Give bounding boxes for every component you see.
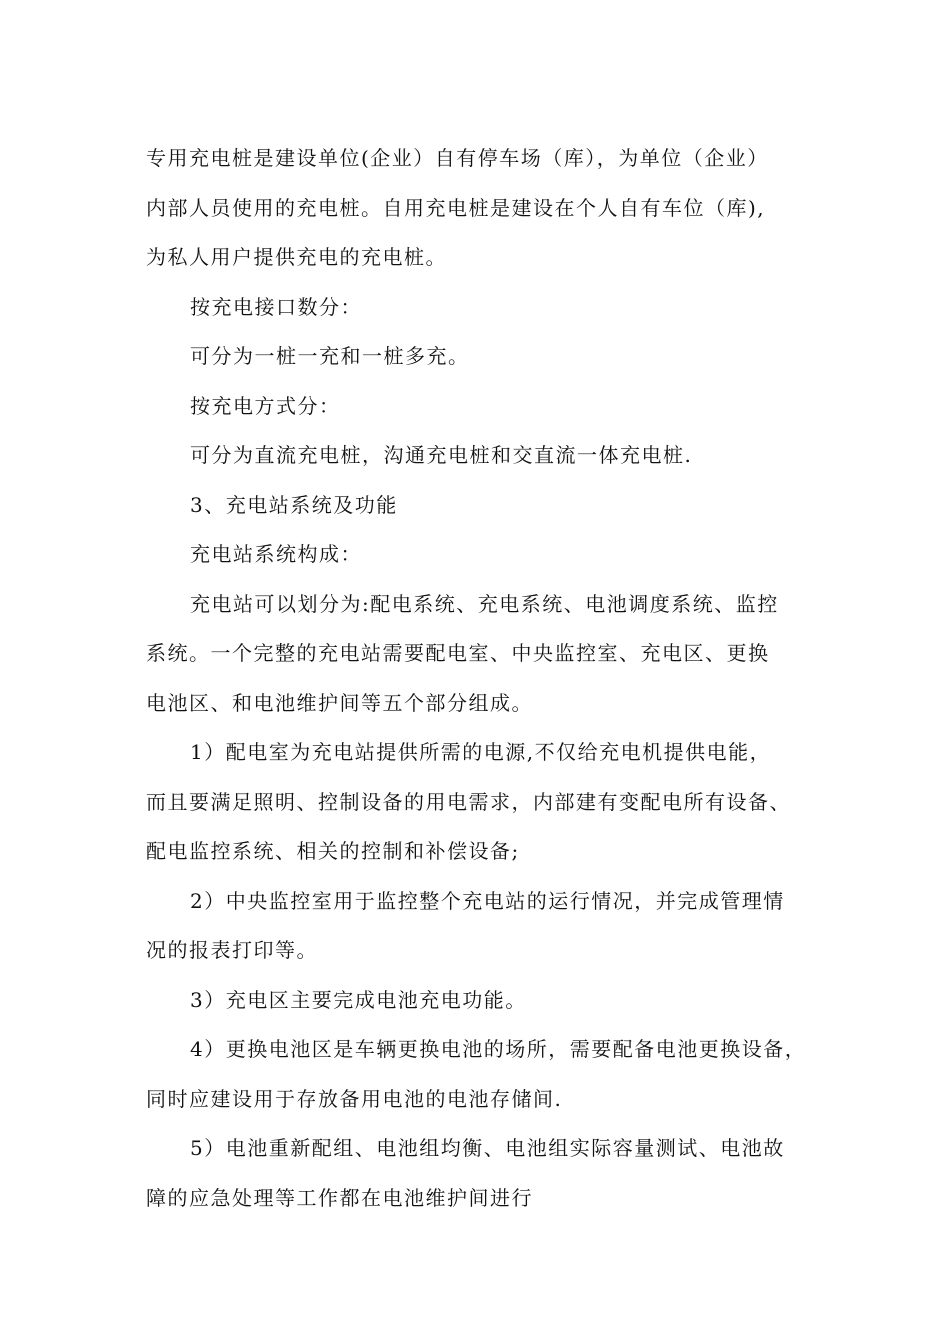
text-line: 3）充电区主要完成电池充电功能。 xyxy=(190,987,527,1012)
text-line: 充电站系统构成： xyxy=(190,542,362,566)
paragraph-item-3 xyxy=(146,976,816,1026)
text-line: 而且要满足照明、控制设备的用电需求，内部建有变配电所有设备、 xyxy=(146,789,791,814)
text-line: 5）电池重新配组、电池组均衡、电池组实际容量测试、电池故 xyxy=(190,1136,785,1160)
text-line: 4）更换电池区是车辆更换电池的场所，需要配备电池更换设备， xyxy=(190,1037,807,1061)
section-heading: 3、充电站系统及功能 xyxy=(190,492,398,517)
body-text xyxy=(146,134,816,1223)
paragraph-by-method-body xyxy=(146,431,816,481)
text-line: 障的应急处理等工作都在电池维护间进行 xyxy=(146,1185,533,1210)
text-line: 同时应建设用于存放备用电池的电池存储间. xyxy=(146,1086,563,1111)
paragraph-by-interface-heading xyxy=(146,283,816,333)
text-line: 按充电方式分： xyxy=(190,393,341,418)
text-line: 可分为直流充电桩，沟通充电桩和交直流一体充电桩. xyxy=(190,443,693,467)
text-line: 专用充电桩是建设单位(企业）自有停车场（库），为单位（企业） xyxy=(146,146,769,170)
text-line: 电池区、和电池维护间等五个部分组成。 xyxy=(146,690,533,715)
text-line: 内部人员使用的充电桩。自用充电桩是建设在个人自有车位（库), xyxy=(146,195,766,220)
text-line: 按充电接口数分： xyxy=(190,294,362,319)
paragraph-by-method-heading xyxy=(146,382,816,432)
text-line: 况的报表打印等。 xyxy=(146,938,318,962)
text-line: 充电站可以划分为:配电系统、充电系统、电池调度系统、监控 xyxy=(190,591,779,616)
text-line: 配电监控系统、相关的控制和补偿设备; xyxy=(146,839,520,863)
paragraph-by-interface-body xyxy=(146,332,816,382)
paragraph-item-4 xyxy=(146,1025,816,1124)
paragraph-item-1 xyxy=(146,728,816,877)
paragraph-system-composition-body xyxy=(146,580,816,729)
text-line: 可分为一桩一充和一桩多充。 xyxy=(190,344,470,368)
paragraph-system-composition-heading xyxy=(146,530,816,580)
section-heading-charging-station xyxy=(146,481,816,531)
paragraph-item-5 xyxy=(146,1124,816,1223)
text-line: 1）配电室为充电站提供所需的电源,不仅给充电机提供电能， xyxy=(190,740,772,764)
paragraph-dedicated-charging-pile xyxy=(146,134,816,283)
text-line: 系统。一个完整的充电站需要配电室、中央监控室、充电区、更换 xyxy=(146,641,770,665)
text-line: 2）中央监控室用于监控整个充电站的运行情况，并完成管理情 xyxy=(190,888,785,913)
paragraph-item-2 xyxy=(146,877,816,976)
text-line: 为私人用户提供充电的充电桩。 xyxy=(146,245,447,269)
